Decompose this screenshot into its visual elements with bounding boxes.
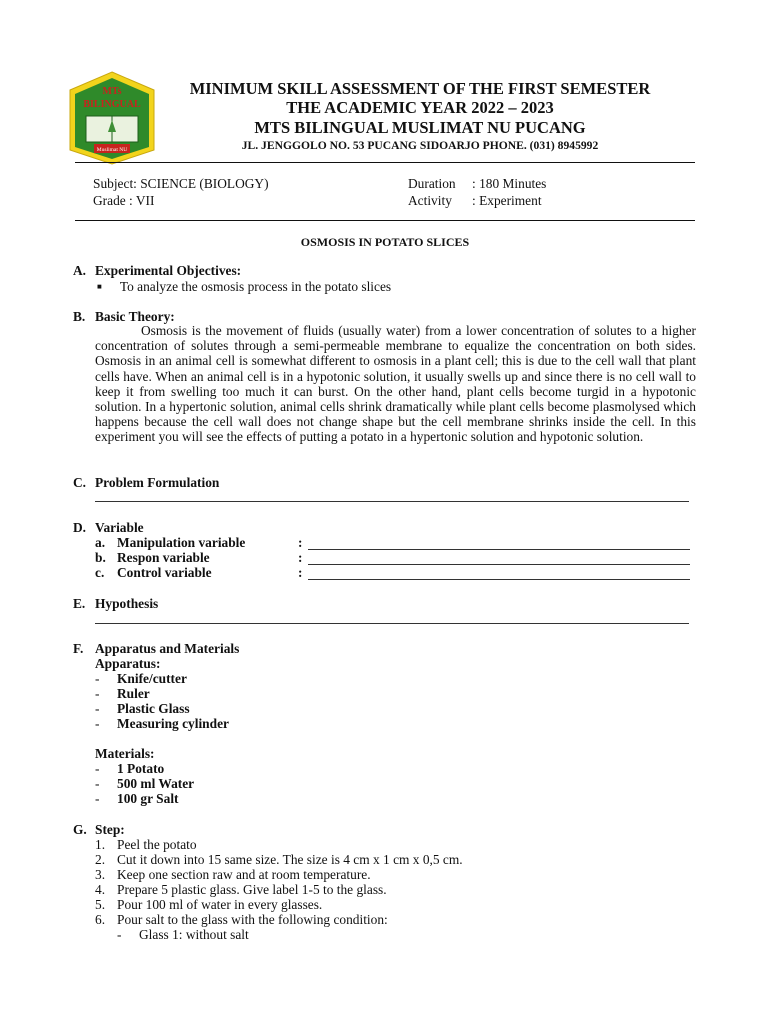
header-line-2: THE ACADEMIC YEAR 2022 – 2023	[286, 98, 554, 117]
svg-text:Muslimat NU: Muslimat NU	[96, 147, 128, 153]
step-item: 6. Pour salt to the glass with the following condition:	[95, 912, 388, 927]
materials-heading: Materials:	[95, 746, 155, 761]
basic-theory-paragraph: Osmosis is the movement of fluids (usually water) from a lower concentration of solutes to a higher concentration of solutes through a semi-permeable membrane to equalize the concentration on both sides. Osmosis in an animal cell is somewhat different to osmosis in a plant cell; this is due to the cell wall that plant cells have. When an animal cell is in a hypotonic solution, it usually swells up and since there is no cell wall to keep it from swelling too much it can burst. On the other hand, plant cells become turgid in a hypotonic solution. In a hypertonic solution, animal cells shrink dramatically while plant cells become plasmolysed which happens because the cell wall does not change shape but the cell membrane shrinks inside the cell. In this experiment you will see the effects of putting a potato in a hypertonic solution and hypotonic solution.	[95, 323, 696, 445]
variable-b-label: b. Respon variable	[95, 550, 210, 565]
grade-text: Grade : VII	[93, 193, 155, 208]
subject-text: Subject: SCIENCE (BIOLOGY)	[93, 176, 269, 191]
duration-value: : 180 Minutes	[472, 176, 547, 191]
step-item: 1. Peel the potato	[95, 837, 197, 852]
variable-a-colon: :	[298, 535, 303, 550]
variable-b-colon: :	[298, 550, 303, 565]
duration-label: Duration	[408, 176, 456, 191]
activity-value: : Experiment	[472, 193, 542, 208]
step-item: 5. Pour 100 ml of water in every glasses.	[95, 897, 323, 912]
respon-variable-line[interactable]	[308, 564, 690, 565]
variable-a-label: a. Manipulation variable	[95, 535, 246, 550]
step-item: 3. Keep one section raw and at room temperature.	[95, 867, 371, 882]
material-item: - 1 Potato	[95, 761, 165, 776]
header-line-1: MINIMUM SKILL ASSESSMENT OF THE FIRST SEMESTER	[189, 79, 651, 98]
apparatus-heading: Apparatus:	[95, 656, 161, 671]
svg-text:MTs: MTs	[102, 86, 122, 97]
problem-answer-line[interactable]	[95, 501, 689, 502]
header-rule	[75, 162, 695, 163]
apparatus-item: - Plastic Glass	[95, 701, 190, 716]
section-d-heading: D. Variable	[73, 520, 144, 535]
section-g-heading: G. Step:	[73, 822, 125, 837]
header-address: JL. JENGGOLO NO. 53 PUCANG SIDOARJO PHONE. (031) 8945992	[241, 139, 599, 152]
apparatus-item: - Measuring cylinder	[95, 716, 229, 731]
svg-text:BILINGUAL: BILINGUAL	[83, 99, 141, 110]
activity-label: Activity	[408, 193, 452, 208]
header-line-3: MTS BILINGUAL MUSLIMAT NU PUCANG	[254, 118, 586, 137]
apparatus-item: - Knife/cutter	[95, 671, 187, 686]
section-e-heading: E. Hypothesis	[73, 596, 159, 611]
variable-c-label: c. Control variable	[95, 565, 212, 580]
apparatus-item: - Ruler	[95, 686, 150, 701]
step-item: 2. Cut it down into 15 same size. The size is 4 cm x 1 cm x 0,5 cm.	[95, 852, 463, 867]
section-c-heading: C. Problem Formulation	[73, 475, 220, 490]
section-a-heading: A. Experimental Objectives:	[73, 263, 242, 278]
manipulation-variable-line[interactable]	[308, 549, 690, 550]
control-variable-line[interactable]	[308, 579, 690, 580]
objective-bullet: ■ To analyze the osmosis process in the potato slices	[97, 279, 392, 294]
info-rule	[75, 220, 695, 221]
step-item: 4. Prepare 5 plastic glass. Give label 1-5 to the glass.	[95, 882, 387, 897]
document-title: OSMOSIS IN POTATO SLICES	[300, 235, 470, 249]
material-item: - 500 ml Water	[95, 776, 195, 791]
hypothesis-answer-line[interactable]	[95, 623, 689, 624]
material-item: - 100 gr Salt	[95, 791, 179, 806]
variable-c-colon: :	[298, 565, 303, 580]
section-f-heading: F. Apparatus and Materials	[73, 641, 240, 656]
section-b-heading: B. Basic Theory:	[73, 309, 175, 324]
step-sub-item: - Glass 1: without salt	[117, 927, 249, 942]
school-logo	[64, 70, 160, 166]
